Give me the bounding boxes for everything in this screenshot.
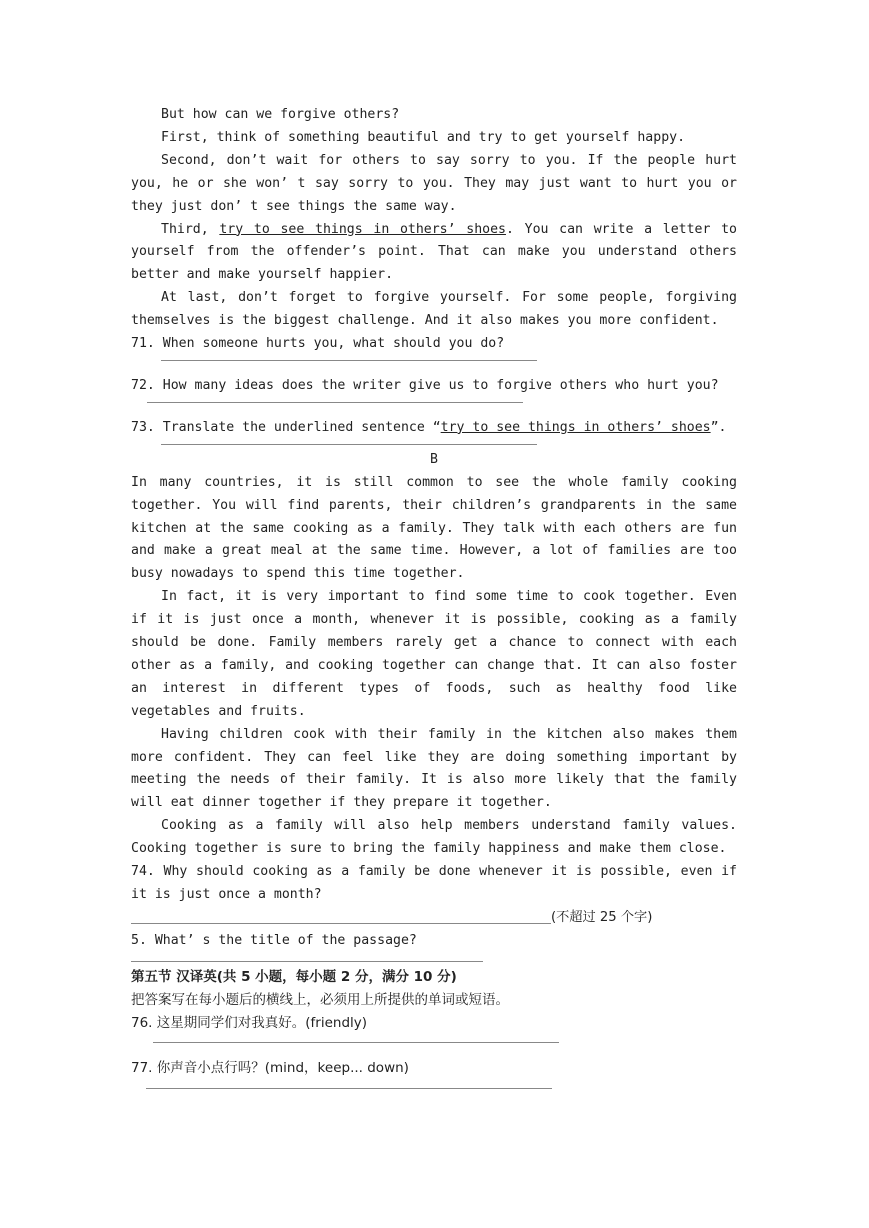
passage-b-para-1: In many countries, it is still common to see the whole family cooking together. You will find parents, their children’s grandparents in the same kitchen at the same cooking as a family. They talk with each others are fun and make a great meal at the same time. However, a lot of families are too busy nowadays to spend this time together. <box>131 474 737 582</box>
third-suffix: . You can write a letter to yourself from the offender’s point. That can make you understand others better and make yourself happier. <box>131 221 737 283</box>
passage-b-para-2: In fact, it is very important to find some time to cook together. Even if it is just once a month, whenever it is possible, cooking as a family should be done. Family members rarely get a chance to connect with each other as a family, and cooking together can change that. It can also foster an interest in different types of foods, such as healthy food like vegetables and fruits. <box>131 589 737 719</box>
question-73 <box>131 417 737 440</box>
third-prefix: Third, <box>161 221 220 237</box>
answer-line-73[interactable] <box>161 444 537 445</box>
answer-line-72[interactable] <box>147 402 523 403</box>
question-71: 71. When someone hurts you, what should you do? <box>131 336 505 352</box>
q73-underlined: try to see things in others’ shoes <box>440 419 711 435</box>
passage-a-para-3: Second, don’t wait for others to say sorry to you. If the people hurt you, he or she won’ t say sorry to you. They may just want to hurt you or they just don’ t see things the same way. <box>131 152 737 214</box>
passage-a-para-2: First, think of something beautiful and try to get yourself happy. <box>161 129 686 145</box>
word-limit-note: (不超过 25 个字) <box>551 909 653 925</box>
passage-a-para-5: At last, don’t forget to forgive yourself. For some people, forgiving themselves is the biggest challenge. And it also makes you more confident. <box>131 290 737 329</box>
passage-a-para-1: But how can we forgive others? <box>161 107 400 122</box>
question-74: 74. Why should cooking as a family be done whenever it is possible, even if it is just once a month? <box>131 864 737 902</box>
answer-line-77[interactable] <box>146 1088 552 1089</box>
question-72: 72. How many ideas does the writer give us to forgive others who hurt you? <box>131 377 719 393</box>
section-5-title: 第五节 汉译英(共 5 小题，每小题 2 分，满分 10 分) <box>131 968 457 985</box>
worksheet-page <box>131 104 737 1103</box>
question-76: 76. 这星期同学们对我真好。(friendly) <box>131 1014 368 1031</box>
passage-a-para-4 <box>131 219 737 288</box>
passage-b-para-4: Cooking as a family will also help members understand family values. Cooking together is sure to bring the family happiness and make them close. <box>131 818 737 857</box>
question-77: 77. 你声音小点行吗？(mind，keep... down) <box>131 1060 409 1077</box>
underlined-sentence: try to see things in others’ shoes <box>219 221 506 237</box>
answer-line-76[interactable] <box>153 1042 559 1043</box>
passage-b-para-3: Having children cook with their family in the kitchen also makes them more confident. They can feel like they are doing something important by meeting the needs of their family. It is also more likely that the family will eat dinner together if they prepare it together. <box>131 726 737 811</box>
answer-line-74-row <box>131 907 737 930</box>
answer-line-74[interactable] <box>131 923 551 924</box>
q73-prefix: 73. Translate the underlined sentence “ <box>131 419 441 435</box>
answer-line-71[interactable] <box>161 360 537 361</box>
answer-line-75[interactable] <box>131 961 483 962</box>
section-5-instruction: 把答案写在每小题后的横线上，必须用上所提供的单词或短语。 <box>131 991 509 1008</box>
q73-suffix: ”. <box>710 419 727 435</box>
question-75: 5. What’ s the title of the passage? <box>131 932 417 948</box>
passage-b-label: B <box>430 451 438 467</box>
